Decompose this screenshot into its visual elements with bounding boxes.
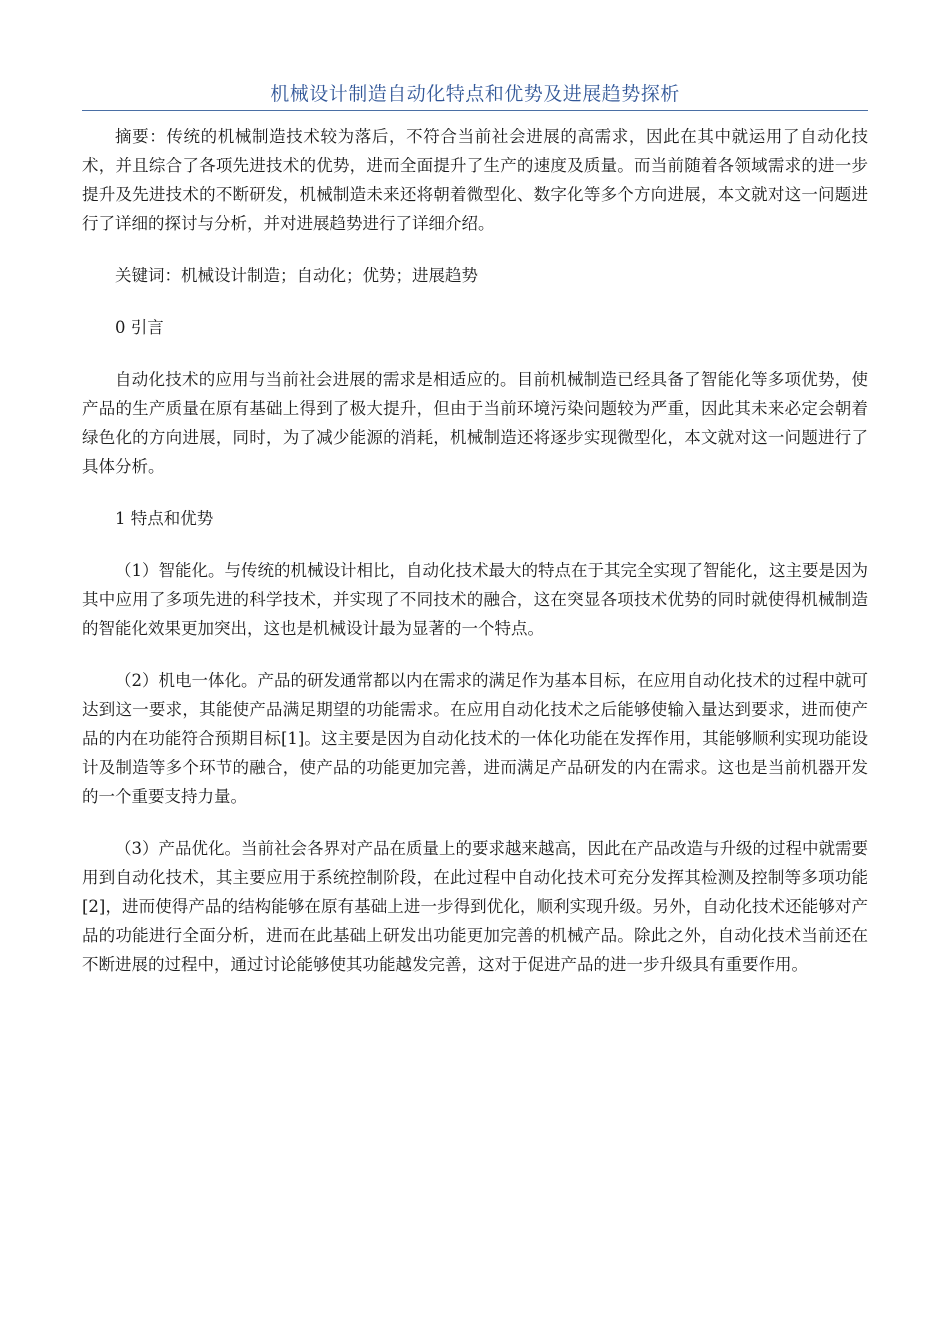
abstract-text: 传统的机械制造技术较为落后，不符合当前社会进展的高需求，因此在其中就运用了自动化技术，并且综合了各项先进技术的优势，进而全面提升了生产的速度及质量。而当前随着各领域需求的进一步提升及先进技术的不断研发，机械制造未来还将朝着微型化、数字化等多个方向进展，本文就对这一问题进行了详细的探讨与分析，并对进展趋势进行了详细介绍。 xyxy=(82,127,869,233)
abstract-paragraph xyxy=(82,122,868,238)
keywords-paragraph xyxy=(82,261,868,290)
feature-paragraph-optimization: （3）产品优化。当前社会各界对产品在质量上的要求越来越高，因此在产品改造与升级的过程中就需要用到自动化技术，其主要应用于系统控制阶段，在此过程中自动化技术可充分发挥其检测及控制等多项功能[2]，进而使得产品的结构能够在原有基础上进一步得到优化，顺利实现升级。另外，自动化技术还能够对产品的功能进行全面分析，进而在此基础上研发出功能更加完善的机械产品。除此之外，自动化技术当前还在不断进展的过程中，通过讨论能够使其功能越发完善，这对于促进产品的进一步升级具有重要作用。 xyxy=(82,839,868,974)
abstract-label: 摘要： xyxy=(115,127,167,146)
section-heading-features: 1 特点和优势 xyxy=(115,509,214,528)
intro-paragraph: 自动化技术的应用与当前社会进展的需求是相适应的。目前机械制造已经具备了智能化等多项优势，使产品的生产质量在原有基础上得到了极大提升，但由于当前环境污染问题较为严重，因此其未来必定会朝着绿色化的方向进展，同时，为了减少能源的消耗，机械制造还将逐步实现微型化，本文就对这一问题进行了具体分析。 xyxy=(82,370,868,476)
page-header xyxy=(82,78,868,111)
feature-paragraph-intelligent: （1）智能化。与传统的机械设计相比，自动化技术最大的特点在于其完全实现了智能化，这主要是因为其中应用了多项先进的科学技术，并实现了不同技术的融合，这在突显各项技术优势的同时就使得机械制造的智能化效果更加突出，这也是机械设计最为显著的一个特点。 xyxy=(82,561,868,638)
document-body xyxy=(82,116,868,1002)
feature-paragraph-mechatronics: （2）机电一体化。产品的研发通常都以内在需求的满足作为基本目标，在应用自动化技术的过程中就可达到这一要求，其能使产品满足期望的功能需求。在应用自动化技术之后能够使输入量达到要求，进而使产品的内在功能符合预期目标[1]。这主要是因为自动化技术的一体化功能在发挥作用，其能够顺利实现功能设计及制造等多个环节的融合，使产品的功能更加完善，进而满足产品研发的内在需求。这也是当前机器开发的一个重要支持力量。 xyxy=(82,671,868,806)
document-title: 机械设计制造自动化特点和优势及进展趋势探析 xyxy=(270,83,680,105)
keywords-label: 关键词： xyxy=(115,266,181,285)
keywords-text: 机械设计制造；自动化；优势；进展趋势 xyxy=(181,266,478,285)
section-heading-intro: 0 引言 xyxy=(115,318,164,337)
